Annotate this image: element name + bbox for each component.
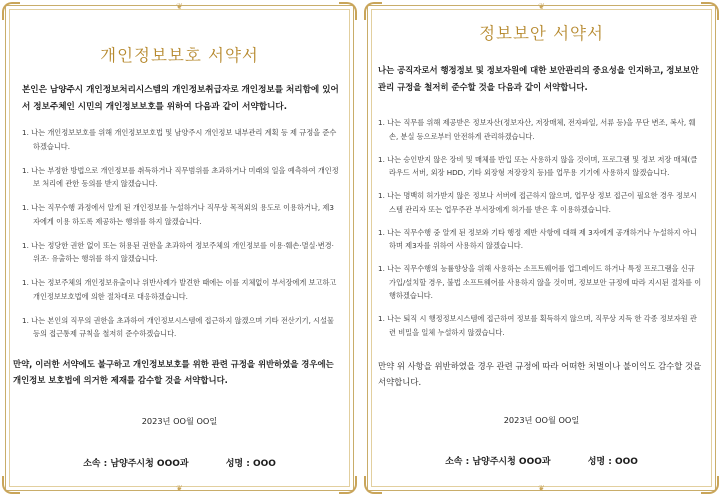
- affiliation: 소속 : 남양주시청 OOO과: [83, 459, 189, 469]
- closing-paragraph: 만약, 이러한 서약에도 불구하고 개인정보보호를 위한 관련 규정을 위반하였을 경우에는 개인정보 보호법에 의거한 제재를 감수할 것을 서약합니다.: [13, 359, 334, 385]
- corner-ornament: [701, 476, 719, 494]
- corner-ornament: [2, 476, 20, 494]
- signer-name: 성명 : OOO: [225, 459, 276, 469]
- list-item: 1. 나는 정보주체의 개인정보유출이나 위반사례가 발견한 때에는 이를 지체없이 부서장에게 보고하고 개인정보보호법에 의한 절차대로 대응하겠습니다.: [22, 278, 337, 301]
- page-title: 정보보안 서약서: [479, 24, 604, 43]
- closing-paragraph: 만약 위 사항을 위반하였을 경우 관련 규정에 따라 어떠한 처벌이나 불이익도 감수할 것을 서약합니다.: [378, 361, 702, 387]
- page-title: 개인정보보호 서약서: [100, 46, 259, 65]
- bottom-ornament-icon: ❦: [538, 484, 545, 493]
- bottom-ornament-icon: ❦: [176, 484, 183, 493]
- affiliation: 소속 : 남양주시청 OOO과: [445, 457, 551, 467]
- date-line: 2023년 OO월 OO일: [503, 415, 580, 425]
- corner-ornament: [2, 2, 20, 20]
- signature-line: [364, 454, 719, 467]
- corner-ornament: [364, 2, 382, 20]
- top-ornament-icon: ❦: [538, 2, 545, 11]
- pledge-list: [22, 126, 339, 351]
- intro-paragraph: 본인은 남양주시 개인정보처리시스템의 개인정보취급자로 개인정보를 처리함에 있어서 정보주체인 시민의 개인정보보호를 위하여 다음과 같이 서약합니다.: [22, 85, 339, 112]
- list-item: 1. 나는 직무수행의 능률향상을 위해 사용하는 소프트웨어를 업그레이드 하거나 특정 프로그램을 신규 가입/설치할 경우, 불법 소프트웨어를 사용하지 않을 것이며, 정보보안 규정에 따라 지시된 절차를 이행하겠습니다.: [378, 264, 702, 300]
- list-item: 1. 나는 직무수행 중 알게 된 정보와 기타 행정 제반 사항에 대해 제 3자에게 공개하거나 누설하지 아니하며 제3자를 위하여 사용하지 않겠습니다.: [378, 227, 697, 250]
- list-item: 1. 나는 직무를 위해 제공받은 정보자산(정보자산, 저장매체, 전자파일, 서류 등)을 무단 변조, 복사, 훼손, 분실 등으로부터 안전하게 관리하겠습니다.: [378, 118, 696, 141]
- privacy-pledge-page: [2, 2, 357, 494]
- list-item: 1. 나는 퇴직 시 행정정보시스템에 접근하여 정보를 획득하지 않으며, 직무상 지득 한 각종 정보자원 관련 비밀을 일체 누설하지 않겠습니다.: [378, 314, 697, 337]
- corner-ornament: [701, 2, 719, 20]
- list-item: 1. 나는 정당한 권한 없이 또는 허용된 권한을 초과하여 정보주체의 개인정보를 이용·훼손·멸실·변경·위조· 유출하는 행위를 하지 않겠습니다.: [22, 240, 334, 263]
- date-line: 2023년 OO월 OO일: [141, 416, 218, 426]
- signature-line: [2, 456, 357, 469]
- signer-name: 성명 : OOO: [587, 457, 638, 467]
- security-pledge-page: [364, 2, 719, 494]
- intro-paragraph: 나는 공직자로서 행정정보 및 정보자원에 대한 보안관리의 중요성을 인지하고, 정보보안관리 규정을 철저히 준수할 것을 다음과 같이 서약합니다.: [378, 65, 699, 92]
- pledge-list: [378, 116, 703, 349]
- list-item: 1. 나는 직무수행 과정에서 알게 된 개인정보를 누설하거나 직무상 목적외의 용도로 이용하거나, 제3자에게 이용 하도록 제공하는 행위를 하지 않겠습니다.: [22, 203, 334, 226]
- top-ornament-icon: ❦: [176, 2, 183, 11]
- list-item: 1. 나는 개인정보보호를 위해 개인정보보호법 및 남양주시 개인정보 내부관리 계획 등 제 규정을 준수 하겠습니다.: [22, 128, 337, 151]
- list-item: 1. 나는 명백히 허가받지 않은 정보나 서버에 접근하지 않으며, 업무상 정보 접근이 필요한 경우 정보시스템 관리자 또는 업무주관 부서장에게 허가를 받은 후 이용하겠습니다.: [378, 191, 697, 214]
- list-item: 1. 나는 본인의 직무의 권한을 초과하여 개인정보시스템에 접근하지 않겠으며 기타 전산기기, 시설물 등의 접근통제 규칙을 철저히 준수하겠습니다.: [22, 315, 335, 338]
- list-item: 1. 나는 승인받지 않은 장비 및 매체를 반입 또는 사용하지 않을 것이며, 프로그램 및 정보 저장 매체(클라우드 서버, 외장 HDD, 기타 외장형 저장장치 등)를 업무용 기기에 사용하지 않겠습니다.: [378, 154, 698, 177]
- corner-ornament: [339, 2, 357, 20]
- list-item: 1. 나는 부정한 방법으로 개인정보를 취득하거나 직무범위를 초과하거나 미래의 일을 예측하여 개인정보 처리에 관한 동의를 받지 않겠습니다.: [22, 165, 339, 188]
- corner-ornament: [339, 476, 357, 494]
- corner-ornament: [364, 476, 382, 494]
